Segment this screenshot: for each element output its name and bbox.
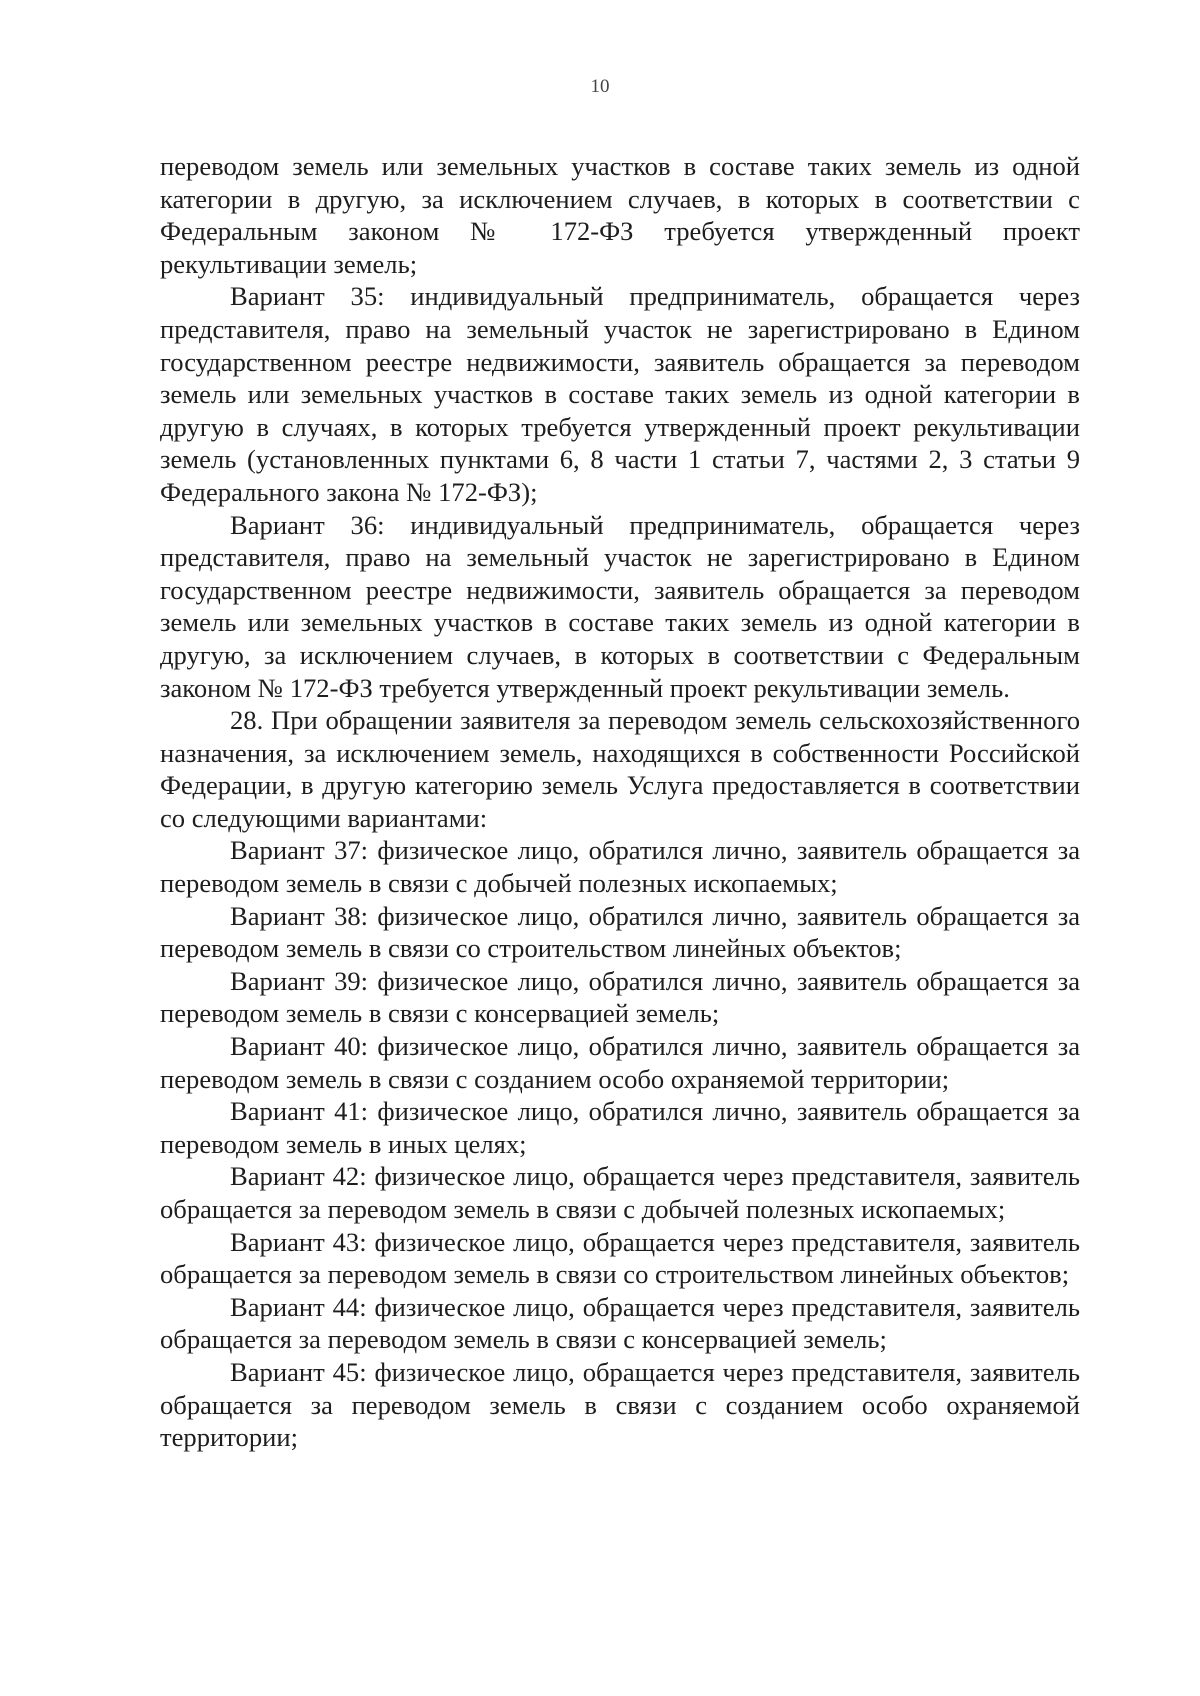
document-body — [160, 150, 1080, 1454]
paragraph-variant-36: Вариант 36: индивидуальный предприниматель, обращается через представителя, право на земельный участок не зарегистрировано в Едином государственном реестре недвижимости, заявитель обращается за переводом земель или земельных участков в составе таких земель из одной категории в другую, за исключением случаев, в которых в соответствии с Федеральным законом № 172-ФЗ требуется утвержденный проект рекультивации земель. — [160, 509, 1080, 703]
paragraph-variant-38: Вариант 38: физическое лицо, обратился лично, заявитель обращается за переводом земель в связи со строительством линейных объектов; — [160, 900, 1080, 964]
paragraph-variant-35: Вариант 35: индивидуальный предприниматель, обращается через представителя, право на земельный участок не зарегистрировано в Едином государственном реестре недвижимости, заявитель обращается за переводом земель или земельных участков в составе таких земель из одной категории в другую в случаях, в которых требуется утвержденный проект рекультивации земель (установленных пунктами 6, 8 части 1 статьи 7, частями 2, 3 статьи 9 Федерального закона № 172-ФЗ); — [160, 281, 1080, 507]
paragraph-variant-40: Вариант 40: физическое лицо, обратился лично, заявитель обращается за переводом земель в связи с созданием особо охраняемой территории; — [160, 1031, 1080, 1094]
paragraph-variant-45: Вариант 45: физическое лицо, обращается через представителя, заявитель обращается за переводом земель в связи с созданием особо охраняемой территории; — [160, 1356, 1080, 1453]
paragraph-variant-39: Вариант 39: физическое лицо, обратился лично, заявитель обращается за переводом земель в связи с консервацией земель; — [160, 965, 1080, 1029]
paragraph-variant-37: Вариант 37: физическое лицо, обратился лично, заявитель обращается за переводом земель в связи с добычей полезных ископаемых; — [160, 835, 1080, 899]
paragraph-variant-42: Вариант 42: физическое лицо, обращается через представителя, заявитель обращается за переводом земель в связи с добычей полезных ископаемых; — [160, 1161, 1080, 1224]
paragraph-variant-43: Вариант 43: физическое лицо, обращается через представителя, заявитель обращается за переводом земель в связи со строительством линейных объектов; — [160, 1226, 1080, 1290]
paragraph-variant-44: Вариант 44: физическое лицо, обращается через представителя, заявитель обращается за переводом земель в связи с консервацией земель; — [160, 1291, 1080, 1355]
paragraph-variant-41: Вариант 41: физическое лицо, обратился лично, заявитель обращается за переводом земель в иных целях; — [160, 1096, 1080, 1159]
paragraph-continuation: переводом земель или земельных участков в составе таких земель из одной категории в другую, за исключением случаев, в которых в соответствии с Федеральным законом № 172-ФЗ требуется утвержденный проект рекультивации земель; — [160, 151, 1080, 279]
paragraph-item-28: 28. При обращении заявителя за переводом земель сельскохозяйственного назначения, за исключением земель, находящихся в собственности Российской Федерации, в другую категорию земель Услуга предоставляется в соответствии со следующими вариантами: — [160, 705, 1080, 833]
page-number: 10 — [590, 76, 610, 97]
